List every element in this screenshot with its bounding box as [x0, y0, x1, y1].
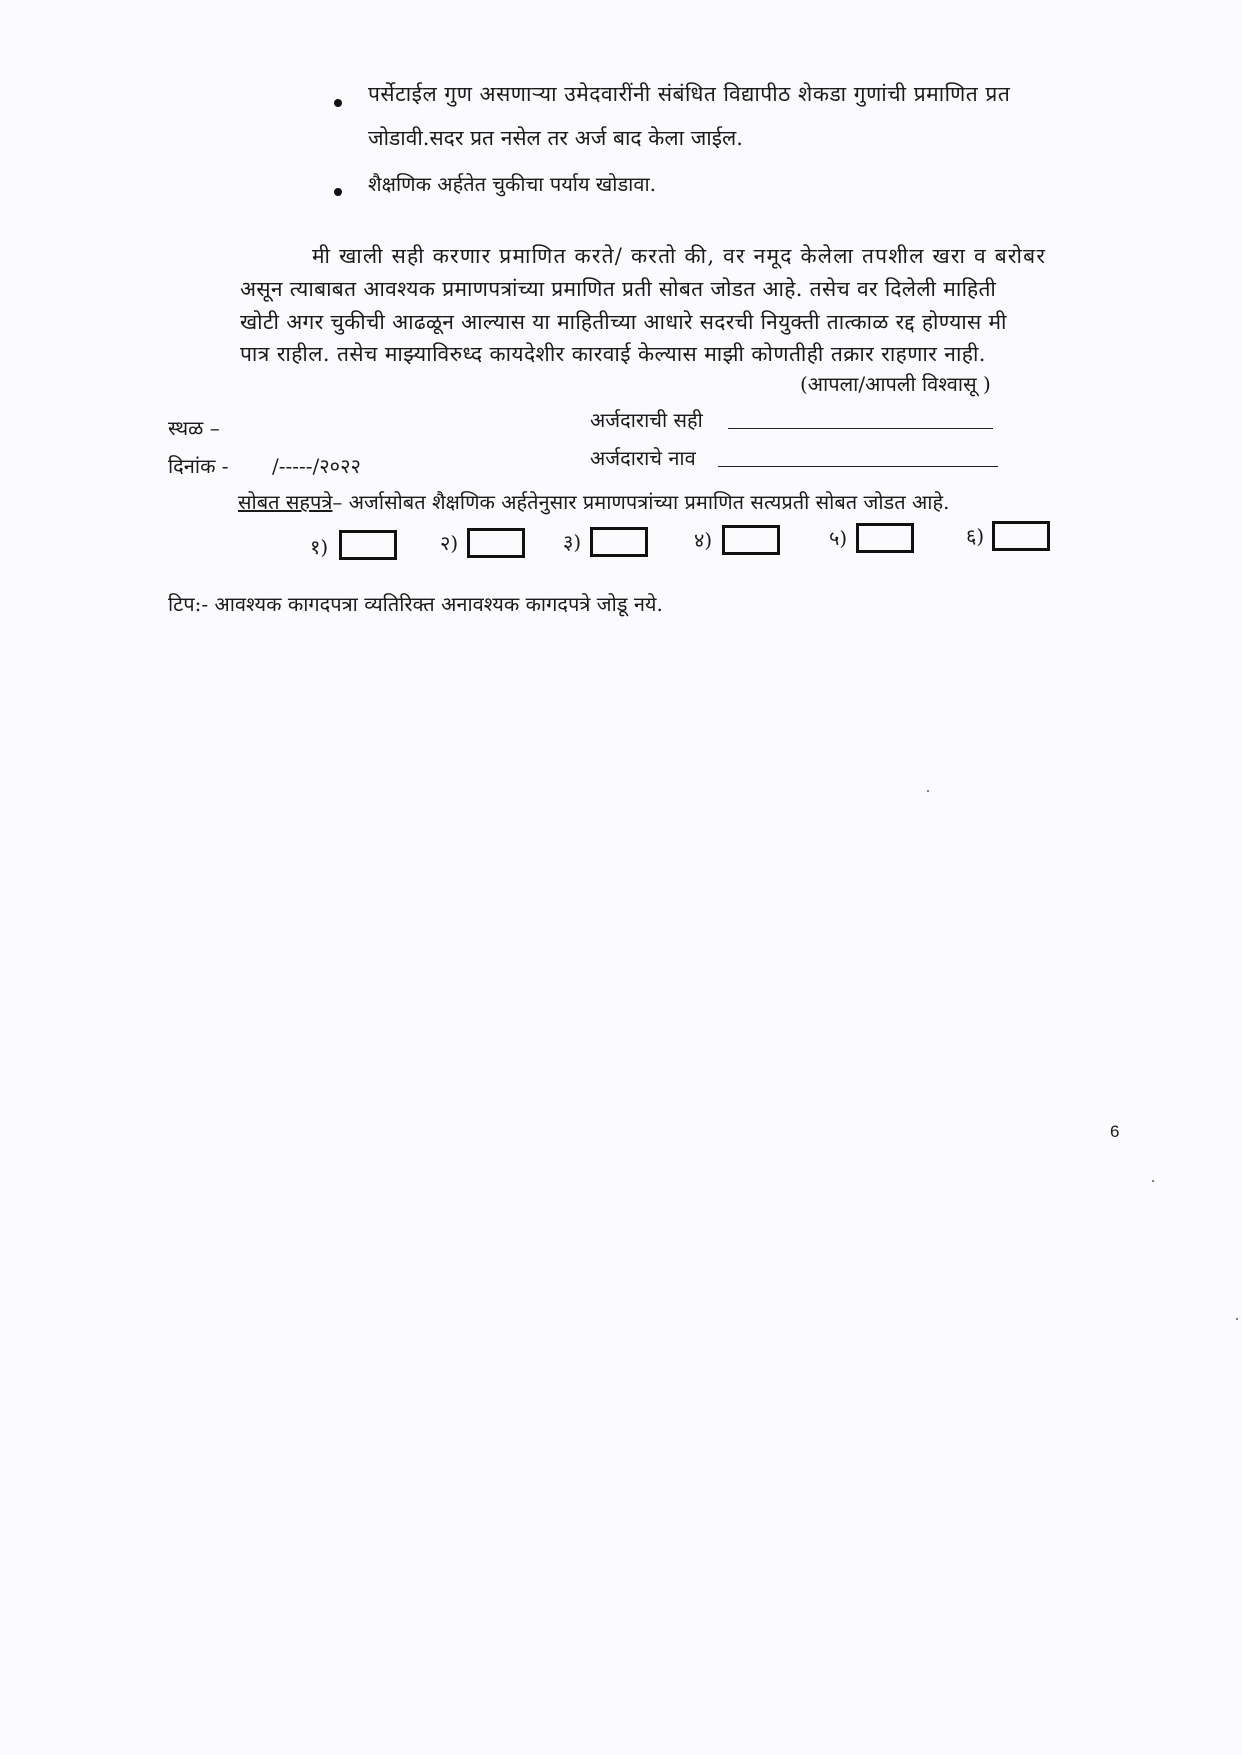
bullet-1-line-2: जोडावी.सदर प्रत नसेल तर अर्ज बाद केला जाईल.	[368, 126, 743, 150]
attachment-2-checkbox[interactable]	[467, 528, 525, 558]
attachment-1-checkbox[interactable]	[339, 530, 397, 560]
attachment-2-label: २)	[440, 531, 459, 555]
declaration-line-3: खोटी अगर चुकीची आढळून आल्यास या माहितीच्या आधारे सदरची नियुक्ती तात्काळ रद्द होण्यास मी	[240, 310, 1007, 334]
bullet-1-line-1: पर्सेटाईल गुण असणाऱ्या उमेदवारींनी संबंधित विद्यापीठ शेकडा गुणांची प्रमाणित प्रत	[368, 82, 1011, 106]
scan-speck	[927, 790, 929, 792]
scan-speck	[1152, 1180, 1154, 1182]
attachments-heading: सोबत सहपत्रे	[238, 490, 333, 514]
date-label: दिनांक -	[168, 454, 229, 478]
attachment-6-checkbox[interactable]	[992, 521, 1050, 551]
closing-text: (आपला/आपली विश्वासू )	[800, 372, 991, 396]
attachment-6-label: ६)	[966, 524, 985, 548]
attachments-line	[238, 488, 949, 515]
place-label: स्थळ –	[168, 416, 220, 440]
declaration-line-4: पात्र राहील. तसेच माझ्याविरुध्द कायदेशीर कारवाई केल्यास माझी कोणतीही तक्रार राहणार नाही.	[240, 342, 986, 366]
page-number: 6	[1110, 1122, 1120, 1141]
name-label: अर्जदाराचे नाव	[590, 446, 696, 470]
declaration-line-1: मी खाली सही करणार प्रमाणित करते/ करतो की, वर नमूद केलेला तपशील खरा व बरोबर	[312, 244, 1047, 268]
attachment-4-label: ४)	[694, 528, 713, 552]
attachments-text: – अर्जासोबत शैक्षणिक अर्हतेनुसार प्रमाणपत्रांच्या प्रमाणित सत्यप्रती सोबत जोडत आहे.	[332, 490, 950, 514]
attachment-3-checkbox[interactable]	[590, 527, 648, 557]
declaration-line-2: असून त्याबाबत आवश्यक प्रमाणपत्रांच्या प्रमाणित प्रती सोबत जोडत आहे. तसेच वर दिलेली माहिती	[240, 277, 997, 301]
attachment-5-checkbox[interactable]	[856, 523, 914, 553]
signature-field[interactable]	[728, 428, 993, 429]
note-text: टिप:- आवश्यक कागदपत्रा व्यतिरिक्त अनावश्यक कागदपत्रे जोडू नये.	[168, 592, 663, 616]
bullet-point-icon	[334, 99, 342, 107]
attachment-3-label: ३)	[563, 530, 582, 554]
signature-label: अर्जदाराची सही	[590, 408, 703, 432]
attachment-5-label: ५)	[829, 526, 848, 550]
date-value[interactable]: /-----/२०२२	[272, 454, 361, 478]
bullet-2-line-1: शैक्षणिक अर्हतेत चुकीचा पर्याय खोडावा.	[368, 172, 657, 196]
attachment-1-label: १)	[310, 535, 329, 559]
bullet-point-icon	[334, 188, 342, 196]
scan-speck	[1236, 1318, 1238, 1320]
attachment-4-checkbox[interactable]	[722, 525, 780, 555]
name-field[interactable]	[718, 466, 998, 467]
